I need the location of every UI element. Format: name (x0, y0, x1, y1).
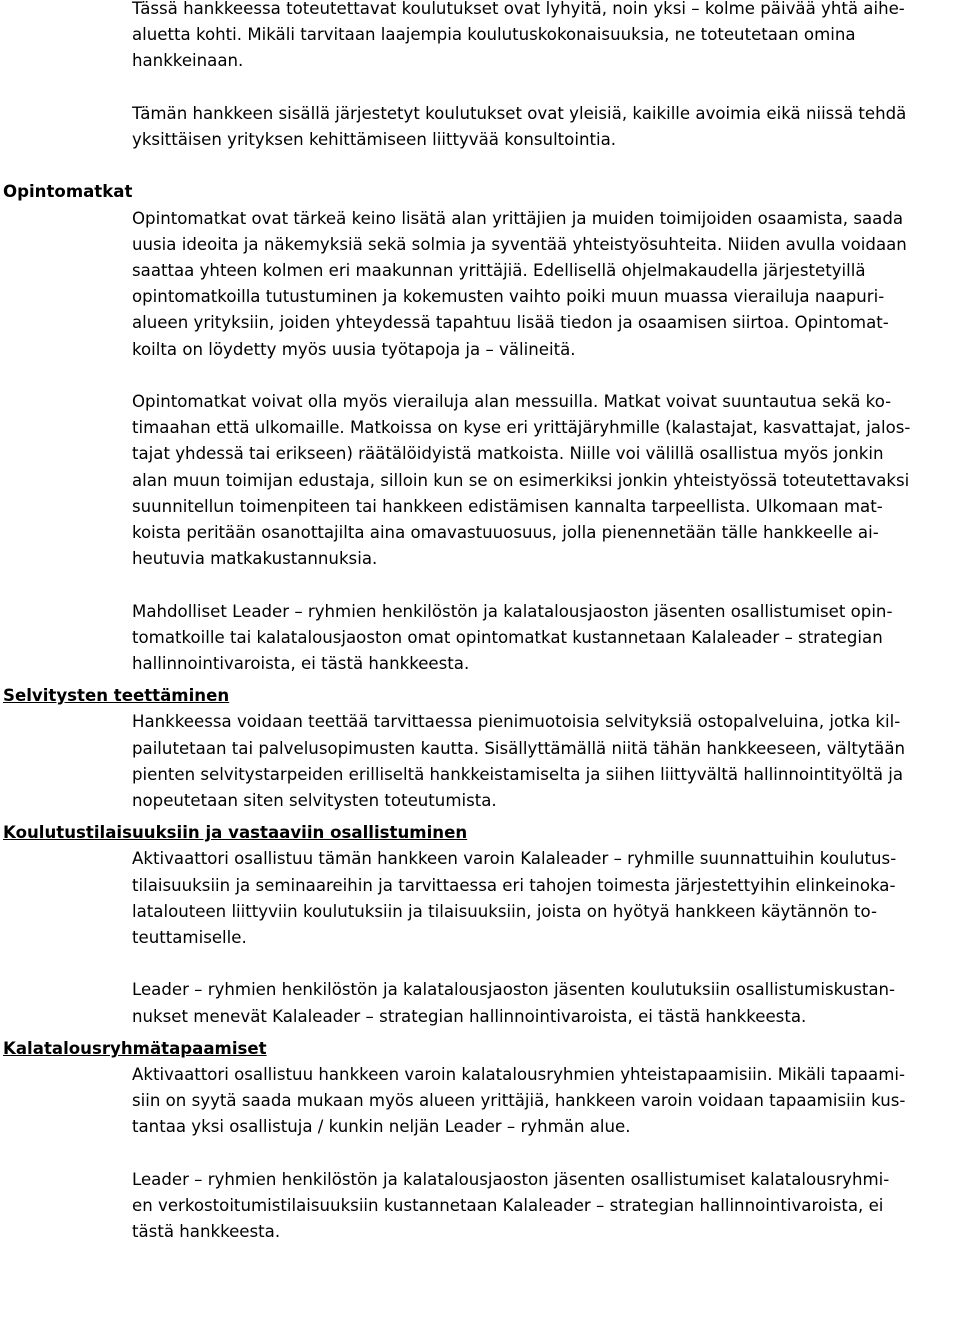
section-paragraph: Aktivaattori osallistuu hankkeen varoin kalatalousryhmien yhteistapaamisiin. Mikäli tapaami- siin on syytä saada mukaan myös alueen yrittäjiä, hankkeen varoin voidaan tapaamisiin kus- tantaa yksi osallistuja / kunkin neljän Leader – ryhmän alue. (132, 1064, 906, 1137)
section-paragraph: Mahdolliset Leader – ryhmien henkilöstön ja kalatalousjaoston jäsenten osallistumiset opin- tomatkoille tai kalatalousjaoston omat opintomatkat kustannetaan Kalaleader – strategian hallinnointivaroista, ei tästä hankkeesta. (132, 601, 893, 673)
intro-paragraph-1: Tässä hankkeessa toteutettavat koulutukset ovat lyhyitä, noin yksi – kolme päivää yhtä aihe- aluetta kohti. Mikäli tarvitaan laajempia koulutuskokonaisuuksia, ne toteutetaan omina hankkeinaan. (132, 0, 905, 71)
section-selvitysten-teettaminen (0, 683, 960, 814)
section-heading: Kalatalousryhmätapaamiset (3, 1038, 267, 1058)
section-paragraph: Opintomatkat ovat tärkeä keino lisätä alan yrittäjien ja muiden toimijoiden osaamista, saada uusia ideoita ja näkemyksiä sekä solmia ja syventää yhteistyösuhteita. Niiden avulla voidaan saattaa yhteen kolmen eri maakunnan yrittäjiä. Edellisellä ohjelmakaudella järjestetyillä opintomatkoilla tutustuminen ja kokemusten vaihto poiki muun muassa vierailuja naapuri- alueen yrityksiin, joiden yhteydessä tapahtuu lisää tiedon ja osaamisen siirtoa. Opintomat- koilta on löydetty myös uusia työtapoja ja – välineitä. (132, 208, 907, 359)
section-paragraph: Aktivaattori osallistuu tämän hankkeen varoin Kalaleader – ryhmille suunnattuihin koulutus- tilaisuuksiin ja seminaareihin ja tarvittaessa eri tahojen toimesta järjestettyihin elinkeinoka- latalouteen liittyviin koulutuksiin ja tilaisuuksiin, joista on hyötyä hankkeen käytännön to- teuttamiselle. (132, 849, 897, 947)
section-heading: Selvitysten teettäminen (3, 686, 230, 706)
section-opintomatkat (0, 179, 960, 677)
section-kalatalousryhmatapaamiset (0, 1036, 960, 1246)
section-paragraph: Opintomatkat voivat olla myös vierailuja alan messuilla. Matkat voivat suuntautua sekä ko- timaahan että ulkomaille. Matkoissa on kyse eri yrittäjäryhmille (kalastajat, kasvattajat, jalos- tajat yhdessä tai erikseen) räätälöidyistä matkoista. Niille voi välillä osallistua myös jonkin alan muun toimijan edustaja, silloin kun se on esimerkiksi jonkin yhteistyössä toteutettavaksi suunnitellun toimenpiteen tai hankkeen edistämisen kannalta tarpeellista. Ulkomaan mat- koista peritään osanottajilta aina omavastuuosuus, jolla pienennetään tälle hankkeelle ai- heutuvia matkakustannuksia. (132, 391, 911, 569)
section-heading: Opintomatkat (3, 182, 133, 202)
section-paragraph: Leader – ryhmien henkilöstön ja kalatalousjaoston jäsenten osallistumiset kalatalousryhmi- en verkostoitumistilaisuuksiin kustannetaan Kalaleader – strategian hallinnointivaroista, ei tästä hankkeesta. (132, 1169, 890, 1242)
intro-paragraph-2: Tämän hankkeen sisällä järjestetyt koulutukset ovat yleisiä, kaikille avoimia eikä niissä tehdä yksittäisen yrityksen kehittämiseen liittyvää konsultointia. (132, 103, 907, 149)
section-heading: Koulutustilaisuuksiin ja vastaaviin osallistuminen (3, 823, 468, 843)
section-paragraph: Leader – ryhmien henkilöstön ja kalatalousjaoston jäsenten koulutuksiin osallistumiskustan- nukset menevät Kalaleader – strategian hallinnointivaroista, ei tästä hankkeesta. (132, 980, 896, 1026)
section-koulutustilaisuudet (0, 820, 960, 1030)
section-paragraph: Hankkeessa voidaan teettää tarvittaessa pienimuotoisia selvityksiä ostopalveluina, jotka kil- pailutetaan tai palvelusopimusten kautta. Sisällyttämällä niitä tähän hankkeeseen, vältytään pienten selvitystarpeiden erilliseltä hankkeistamiselta ja siihen liittyvältä hallinnointityöltä ja nopeutetaan siten selvitysten toteutumista. (132, 712, 906, 810)
